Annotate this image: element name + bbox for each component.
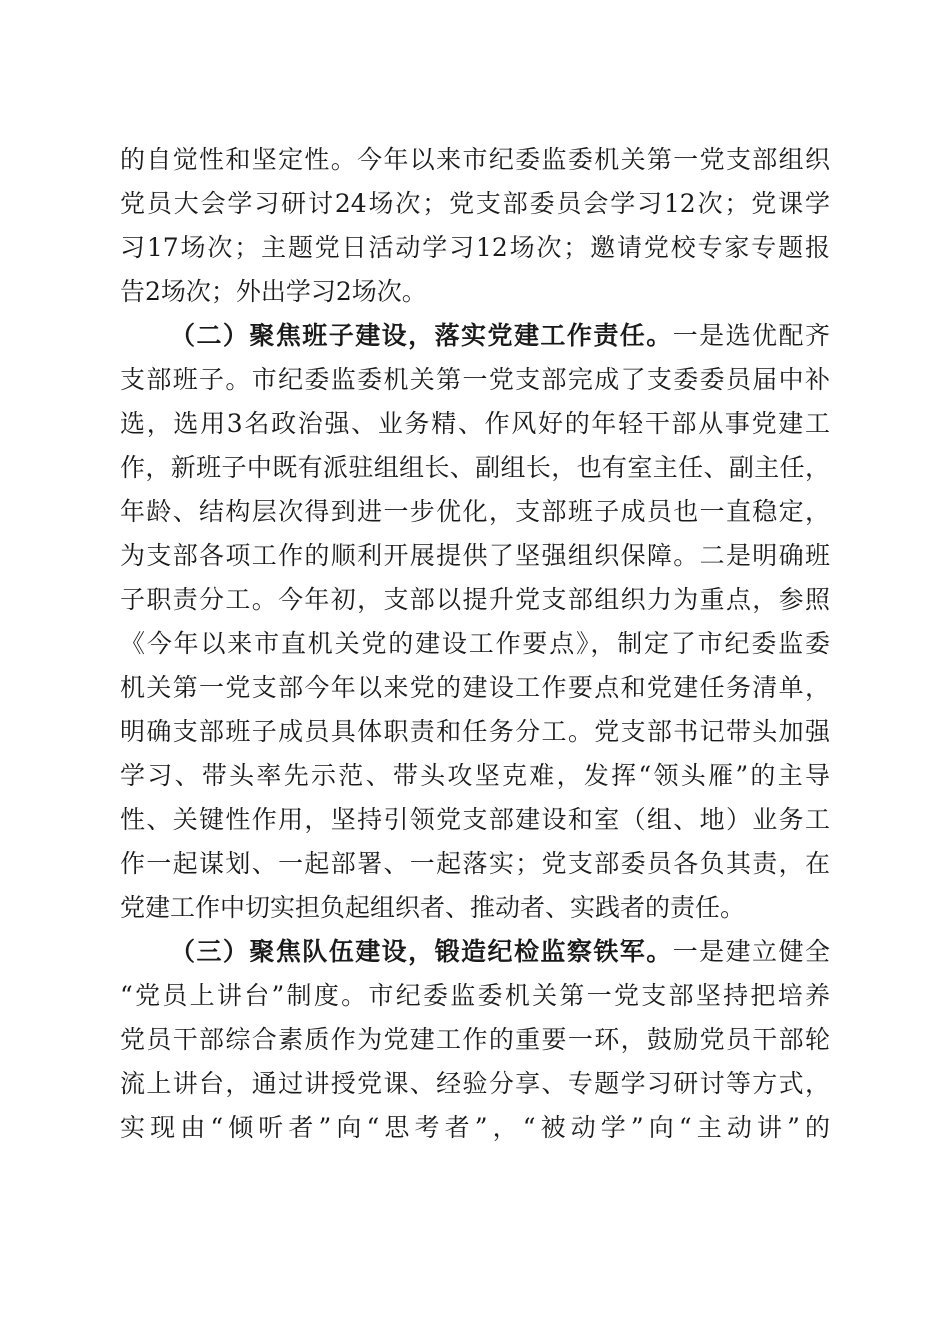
text-line: 为支部各项工作的顺利开展提供了坚强组织保障。二是明确班 — [120, 541, 830, 570]
section-heading-line — [120, 314, 830, 358]
text-line: 习17场次；主题党日活动学习12场次；邀请党校专家专题报 — [120, 233, 830, 262]
text-line: 告2场次；外出学习2场次。 — [120, 277, 427, 306]
text-line: “党员上讲台”制度。市纪委监委机关第一党支部坚持把培养 — [120, 981, 830, 1010]
text-line: 作，新班子中既有派驻组组长、副组长，也有室主任、副主任， — [120, 453, 830, 482]
document-body — [120, 138, 830, 1150]
text-line: 年龄、结构层次得到进一步优化，支部班子成员也一直稳定， — [120, 497, 830, 526]
text-line: 性、关键性作用，坚持引领党支部建设和室（组、地）业务工 — [120, 805, 830, 834]
text-line: 作一起谋划、一起部署、一起落实；党支部委员各负其责，在 — [120, 849, 830, 878]
section-heading-3: （三）聚焦队伍建设，锻造纪检监察铁军。 — [170, 937, 673, 966]
text-line: 流上讲台，通过讲授党课、经验分享、专题学习研讨等方式， — [120, 1069, 830, 1098]
text-line: 明确支部班子成员具体职责和任务分工。党支部书记带头加强 — [120, 717, 830, 746]
text-line: 《今年以来市直机关党的建设工作要点》，制定了市纪委监委 — [120, 629, 830, 658]
text-line: 党员大会学习研讨24场次；党支部委员会学习12次；党课学 — [120, 189, 830, 218]
text-line: 的自觉性和坚定性。今年以来市纪委监委机关第一党支部组织 — [120, 145, 830, 174]
text-line: 学习、带头率先示范、带头攻坚克难，发挥“领头雁”的主导 — [120, 761, 830, 790]
text-line: 机关第一党支部今年以来党的建设工作要点和党建任务清单， — [120, 673, 830, 702]
section-heading-line — [120, 930, 830, 974]
text-line: 选，选用3名政治强、业务精、作风好的年轻干部从事党建工 — [120, 409, 830, 438]
section-heading-rest: 一是建立健全 — [672, 937, 830, 966]
text-line: 实现由“倾听者”向“思考者”，“被动学”向“主动讲”的 — [120, 1113, 830, 1142]
text-line: 党员干部综合素质作为党建工作的重要一环，鼓励党员干部轮 — [120, 1025, 830, 1054]
text-line: 党建工作中切实担负起组织者、推动者、实践者的责任。 — [120, 893, 746, 922]
section-heading-rest: 一是选优配齐 — [672, 321, 830, 350]
text-line: 支部班子。市纪委监委机关第一党支部完成了支委委员届中补 — [120, 365, 830, 394]
text-line: 子职责分工。今年初，支部以提升党支部组织力为重点，参照 — [120, 585, 830, 614]
section-heading-2: （二）聚焦班子建设，落实党建工作责任。 — [170, 321, 673, 350]
